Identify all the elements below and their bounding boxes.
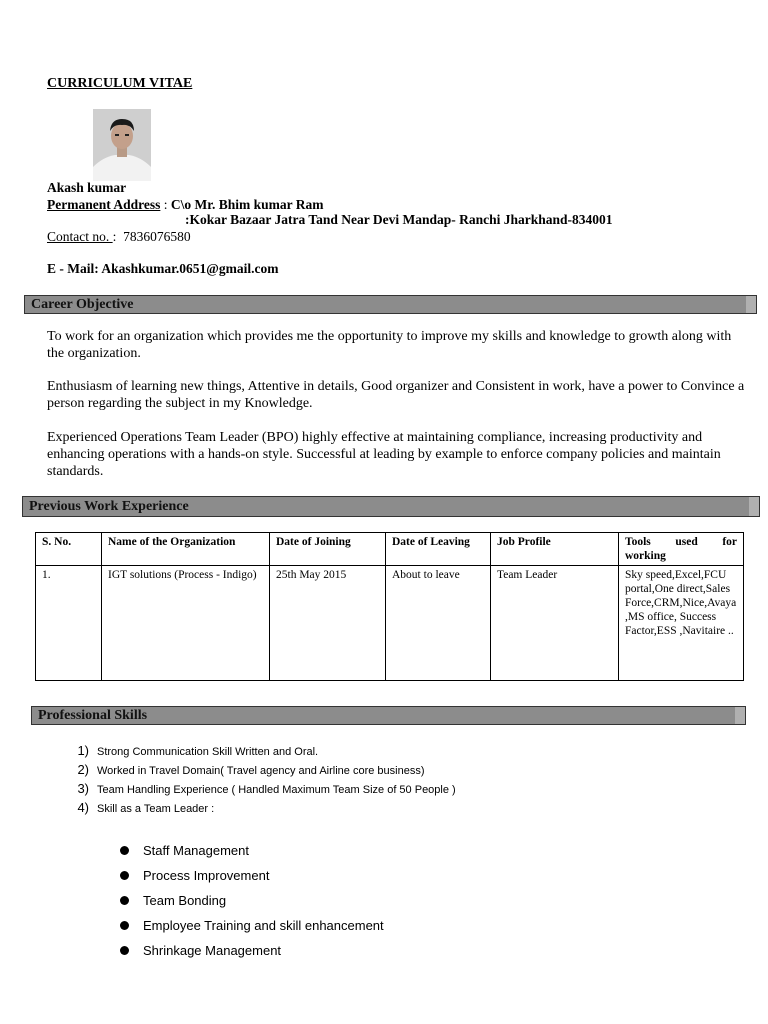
table-header-row bbox=[36, 533, 744, 566]
list-item bbox=[120, 913, 384, 938]
contact-separator: : bbox=[112, 229, 117, 244]
table-cell: IGT solutions (Process - Indigo) bbox=[102, 566, 270, 681]
table-cell: 25th May 2015 bbox=[270, 566, 386, 681]
work-experience-header bbox=[22, 496, 760, 517]
list-item bbox=[72, 781, 456, 800]
column-header: Name of the Organization bbox=[102, 533, 270, 566]
address-line-2: :Kokar Bazaar Jatra Tand Near Devi Mandap- Ranchi Jharkhand-834001 bbox=[185, 212, 613, 227]
address-label: Permanent Address bbox=[47, 197, 161, 212]
list-item bbox=[120, 888, 384, 913]
list-text: Employee Training and skill enhancement bbox=[143, 918, 384, 933]
email bbox=[47, 261, 278, 277]
address-line-1: C\o Mr. Bhim kumar Ram bbox=[170, 197, 324, 212]
team-leader-skills-list bbox=[120, 838, 384, 963]
list-text: Skill as a Team Leader : bbox=[97, 803, 215, 815]
career-paragraph-2: Enthusiasm of learning new things, Attentive in details, Good organizer and Consistent in work, have a power to Convince a person regarding the subject in my Knowledge. bbox=[47, 379, 745, 411]
contact-value: 7836076580 bbox=[123, 229, 191, 244]
list-item bbox=[120, 838, 384, 863]
list-item bbox=[120, 863, 384, 888]
table-cell: 1. bbox=[36, 566, 102, 681]
professional-skills-header bbox=[31, 706, 746, 725]
list-text: Strong Communication Skill Written and Oral. bbox=[97, 746, 319, 758]
table-cell: Sky speed,Excel,FCU portal,One direct,Sales Force,CRM,Nice,Avaya,MS office, Success Factor,ESS ,Navitaire .. bbox=[619, 566, 744, 681]
list-number: 1) bbox=[77, 743, 89, 758]
professional-skills-title: Professional Skills bbox=[38, 708, 148, 723]
list-text: Worked in Travel Domain( Travel agency and Airline core business) bbox=[97, 765, 425, 777]
skills-list bbox=[72, 743, 456, 819]
page-title: CURRICULUM VITAE bbox=[47, 76, 193, 91]
bullet-icon bbox=[120, 921, 129, 930]
list-number: 4) bbox=[77, 800, 89, 815]
column-header: Tools used for working bbox=[619, 533, 744, 566]
experience-table bbox=[35, 532, 744, 681]
career-paragraph-1: To work for an organization which provides me the opportunity to improve my skills and knowledge to growth along with the organization. bbox=[47, 329, 732, 361]
bullet-icon bbox=[120, 871, 129, 880]
list-text: Process Improvement bbox=[143, 868, 270, 883]
list-item bbox=[120, 938, 384, 963]
bullet-icon bbox=[120, 946, 129, 955]
bullet-icon bbox=[120, 896, 129, 905]
list-text: Team Handling Experience ( Handled Maximum Team Size of 50 People ) bbox=[97, 784, 456, 796]
column-header: Job Profile bbox=[491, 533, 619, 566]
column-header: S. No. bbox=[36, 533, 102, 566]
list-text: Team Bonding bbox=[143, 893, 227, 908]
list-item bbox=[72, 800, 456, 819]
career-paragraph-3: Experienced Operations Team Leader (BPO) highly effective at maintaining compliance, increasing productivity and enhancing operations with a hands-on style. Successful at leading by example to enforce company policies and maintain standards. bbox=[47, 430, 721, 479]
list-item bbox=[72, 743, 456, 762]
bullet-icon bbox=[120, 846, 129, 855]
address-separator: : bbox=[160, 197, 171, 212]
list-number: 2) bbox=[77, 762, 89, 777]
career-objective-title: Career Objective bbox=[31, 297, 134, 312]
table-cell: Team Leader bbox=[491, 566, 619, 681]
applicant-name: Akash kumar bbox=[47, 180, 127, 195]
email-label: E - Mail: bbox=[47, 261, 102, 276]
column-header: Date of Joining bbox=[270, 533, 386, 566]
profile-photo bbox=[93, 109, 151, 181]
list-text: Shrinkage Management bbox=[143, 943, 282, 958]
list-item bbox=[72, 762, 456, 781]
career-objective-header bbox=[24, 295, 757, 314]
contact-label: Contact no. bbox=[47, 229, 113, 244]
table-row bbox=[36, 566, 744, 681]
list-text: Staff Management bbox=[143, 843, 249, 858]
table-cell: About to leave bbox=[386, 566, 491, 681]
permanent-address bbox=[47, 197, 324, 213]
work-experience-title: Previous Work Experience bbox=[29, 499, 189, 514]
email-value: Akashkumar.0651@gmail.com bbox=[101, 261, 279, 276]
column-header: Date of Leaving bbox=[386, 533, 491, 566]
list-number: 3) bbox=[77, 781, 89, 796]
contact-number bbox=[47, 229, 191, 245]
